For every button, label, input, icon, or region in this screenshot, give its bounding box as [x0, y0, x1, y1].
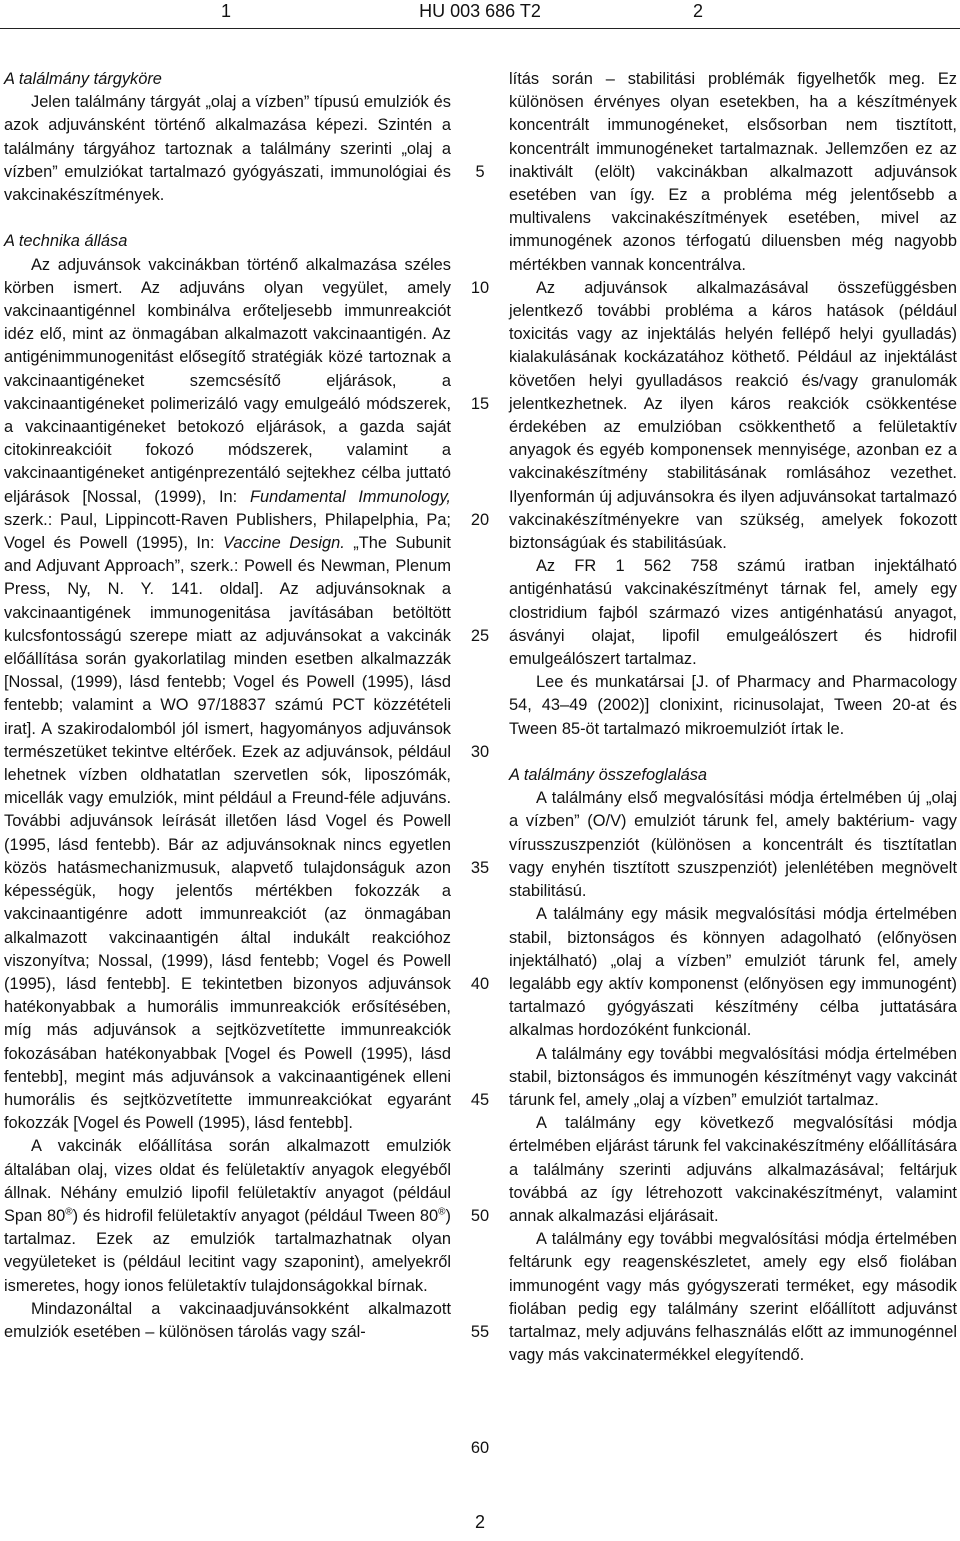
text-run: ) és hidrofil felületaktív anyagot (például Tween 80 — [72, 1206, 439, 1225]
paragraph — [4, 254, 451, 1136]
line-number: 25 — [470, 627, 490, 645]
text-run: Az adjuvánsok vakcinákban történő alkalmazása széles körben ismert. Az adjuváns olyan vegyület, amely vakcinaantigénnel kombinálva erőteljesebb immunreakciót idéz elő, mint az önmagában alkalmazott vakcinaantigén. Az antigénimmunogenitást elősegítő stratégiák közé tartoznak a vakcinaantigéneket szemcsésítő eljárások, a vakcinaantigéneket polimerizáló vagy emulgeáló módszerek, a vakcinaantigéneket betokozó eljárások, a gazda saját citokinreakcióit fokozó módszerek, valamint a vakcinaantigéneket antigénprezentáló sejtekhez célba juttató eljárások [Nossal, (1999), In: — [4, 255, 451, 506]
registered-mark: ® — [65, 1206, 73, 1218]
section-heading-summary: A találmány összefoglalása — [509, 766, 708, 785]
text-run: A vakcinák előállítása során alkalmazott emulziók általában olaj, vizes oldat és felületaktív anyagok elegyéből állnak. Néhány emulzió lipofil felületaktív anyagot (például Span 80 — [4, 1137, 451, 1225]
paragraph: A találmány egy következő megvalósítási módja értelmében eljárást tárunk fel vakcinakészítmény előállítására a találmány szerinti adjuváns alkalmazásával; feltárjuk továbbá az így létrehozott vakcinakészítményt, valamint annak alkalmazási eljárásait. — [509, 1114, 957, 1225]
paragraph: Lee és munkatársai [J. of Pharmacy and Pharmacology 54, 43–49 (2002)] clonixint, ricinusolajat, Tween 20-at és Tween 85-öt tartalmazó mikroemulziót írtak le. — [509, 673, 957, 738]
registered-mark: ® — [438, 1206, 446, 1218]
text-run: szerk.: Paul, Lippincott-Raven Publishers, Philapelphia, Pa; Vogel és Powell (1995), In: — [4, 510, 451, 553]
italic-title: Fundamental Immunology, — [249, 487, 451, 506]
left-column — [4, 68, 451, 1344]
page-footer-number: 2 — [474, 1512, 485, 1532]
right-column — [509, 68, 957, 1367]
line-number: 15 — [470, 395, 490, 413]
line-number: 5 — [475, 163, 485, 181]
header-rule — [0, 28, 960, 29]
page-number-right: 2 — [693, 1, 704, 21]
section-heading-prior-art: A technika állása — [4, 232, 128, 251]
line-number: 35 — [470, 859, 490, 877]
text-run: ) tartalmaz. Ezek az emulziók tartalmazhatnak olyan vegyületeket is (például lecitint vagy szaponint), amelyekről ismeretes, hogy ionos felületaktív tulajdonságokkal bírnak. — [4, 1206, 451, 1295]
line-number: 40 — [470, 975, 490, 993]
paragraph: A találmány egy másik megvalósítási módja értelmében stabil, biztonságos és könnyen adagolható (előnyösen injektálható) „olaj a vízben” emulziót tárunk fel, amely legalább egy aktív komponenst (előnyösen egy immunogént) tartalmazó gyógyászati készítmény célba juttatására alkalmas hordozóként funkcionál. — [509, 905, 957, 1040]
line-number: 30 — [470, 743, 490, 761]
line-number: 60 — [470, 1439, 490, 1457]
italic-title: Vaccine Design. — [223, 534, 345, 553]
line-number: 10 — [470, 279, 490, 297]
text-run: „The Subunit and Adjuvant Approach”, szerk.: Powell és Newman, Plenum Press, Ny, N. Y. 141. oldal]. Az adjuvánsoknak a vakcinaantigének immunogenitása javításában betöltött kulcsfontosságú szerepe miatt az adjuvánsokat a vakcinák előállítása során gyakorlatilag minden esetben alkalmazzák [Nossal, (1999), lásd fentebb; Vogel és Powell (1995), lásd fentebb; valamint a WO 97/18837 számú PCT közzétételi irat]. A szakirodalomból jól ismert, hagyományos adjuvánsok természetüket tekintve eltérőek. Ezek az adjuvánsok, például lehetnek vízben oldhatatlan szervetlen sók, liposzómák, micellák vagy emulziók, mint például a Freund-féle adjuváns. További adjuvánsok leírását illetően lásd Vogel és Powell (1995, lásd fentebb). Bár az adjuvánsoknak nincs egyetlen közös hatásmechanizmusuk, alapvető tulajdonságuk azon képességük, hogy jelentős mértékben fokozzák a vakcinaantigénre adott immunreakciót (az önmagában alkalmazott vakcinaantigén által indukált reakcióhoz viszonyítva; Nossal, (1999), lásd fentebb; Vogel és Powell (1995), lásd fentebb]. E tekintetben bizonyos adjuvánsok hatékonyabbak a humorális immunreakciók erősítésében, míg más adjuvánsok a sejtközvetítette immunreakciók fokozásában hatékonyabbak [Vogel és Powell (1995), lásd fentebb], megint más adjuvánsok a vakcinaantigének elleni humorális és sejtközvetítette immunreakciókat egyaránt fokozzák [Vogel és Powell (1995), lásd fentebb]. — [4, 534, 451, 1133]
paragraph: A találmány első megvalósítási módja értelmében új „olaj a vízben” (O/V) emulziót tárunk fel, amely baktérium- vagy vírusszuszpenziót (különösen a koncentrált és tisztítatlan vagy enyhén tisztított szuszpenziót) jelenlétében megnövelt stabilitású. — [509, 789, 957, 901]
section-heading-field: A találmány tárgyköre — [4, 70, 162, 88]
paragraph: Jelen találmány tárgyát „olaj a vízben” típusú emulziók és azok adjuvánsként történő alkalmazása képezi. Szintén a találmány tárgyához tartoznak a találmány szerinti „olaj a vízben” emulziókat tartalmazó gyógyászati, immunológiai és vakcinakészítmények. — [4, 93, 451, 205]
paragraph: Az FR 1 562 758 számú iratban injektálható antigénhatású vakcinakészítményt tárnak fel, amely egy clostridium fajból származó vizes antigénhatású anyagot, ásványi olajat, lipofil emulgeálószert és hidrofil emulgeálószert tartalmaz. — [509, 557, 957, 669]
line-number: 50 — [470, 1207, 490, 1225]
paragraph: lítás során – stabilitási problémák figyelhetők meg. Ez különösen érvényes olyan esetekben, ha a készítmények koncentrált immunogéneket, elsősorban nem tisztított, koncentrált immunogéneket tartalmaznak. Jellemzően ez az inaktivált (elölt) vakcinákban alkalmazott adjuvánsok esetében van így. Ez a probléma még jelentősebb a multivalens vakcinakészítmények esetében, mivel az immunogének azonos térfogatú diluensben még nagyobb mértékben vannak koncentrálva. — [509, 70, 957, 274]
line-number: 20 — [470, 511, 490, 529]
line-number: 55 — [470, 1323, 490, 1341]
spacer — [4, 207, 451, 230]
line-number: 45 — [470, 1091, 490, 1109]
document-id: HU 003 686 T2 — [419, 1, 541, 21]
paragraph: A találmány egy további megvalósítási módja értelmében stabil, biztonságos és immunogén készítményt vagy vakcinát tárunk fel, amely „olaj a vízben” emulziót tartalmaz. — [509, 1044, 957, 1109]
paragraph: Mindazonáltal a vakcinaadjuvánsokként alkalmazott emulziók esetében – különösen tárolás vagy szál- — [4, 1299, 451, 1341]
page-number-left: 1 — [221, 1, 232, 21]
page-header — [0, 0, 960, 22]
spacer — [509, 741, 957, 764]
paragraph: A találmány egy további megvalósítási módja értelmében feltárunk egy reagenskészletet, amely egy első fiolában immunogént vagy más gyógyszerati terméket, egy második fiolában pedig egy találmány szerint előállított adjuvánst tartalmaz, mely adjuváns felhasználás előtt az immunogénnel vagy más vakcinatermékkel elegyítendő. — [509, 1230, 957, 1365]
paragraph: Az adjuvánsok alkalmazásával összefüggésben jelentkező további probléma a káros hatások (például toxicitás vagy az injektálás helyén fellépő helyi gyulladás) kialakulásának kockázatához köthető. Például az injektálást követően helyi gyulladásos reakció és/vagy granulomák jelentkezhetnek. Az ilyen káros reakciók csökkentése érdekében az emulzióban csökkenthető a felületaktív anyagok és egyéb komponensek mennyisége, azonban ez a vakcinakészítmény stabilitásának romlásához vezethet. Ilyenformán új adjuvánsokra és ilyen adjuvánsokat tartalmazó vakcinakészítményekre van szükség, amelyek fokozott biztonságúak és stabilitásúak. — [509, 278, 957, 553]
paragraph — [4, 1135, 451, 1297]
